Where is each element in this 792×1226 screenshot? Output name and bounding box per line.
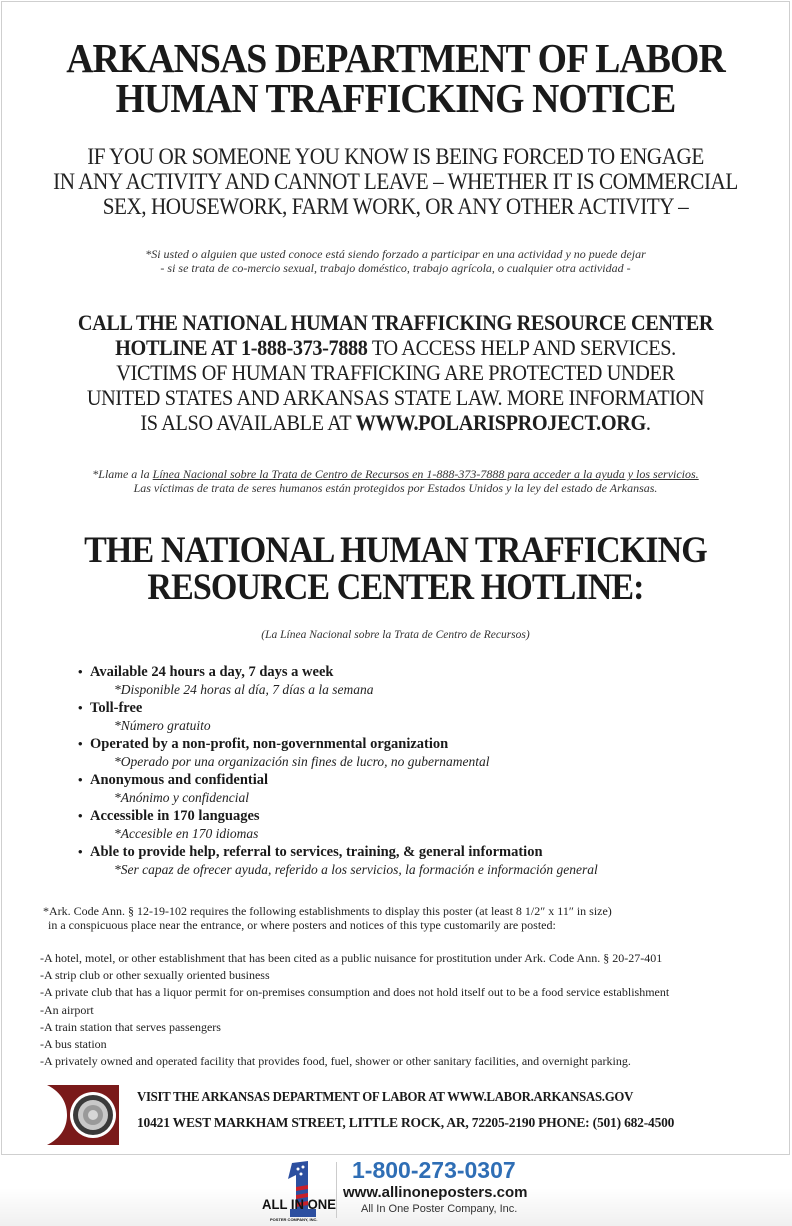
list-item: -A train station that serves passengers <box>40 1019 221 1034</box>
publisher-phone[interactable]: 1-800-273-0307 <box>352 1157 516 1183</box>
polaris-project-link[interactable]: WWW.POLARISPROJECT.ORG <box>355 410 646 435</box>
bullet-icon: • <box>78 736 83 751</box>
list-item <box>78 699 758 735</box>
bullet-icon: • <box>78 772 83 787</box>
legal-requirement <box>43 904 763 932</box>
all-in-one-flag-logo-icon <box>260 1159 348 1223</box>
publisher-band <box>0 1157 792 1226</box>
call-spanish <box>2 467 789 495</box>
list-item: -A privately owned and operated facility that provides food, fuel, shower or other sanitary facilities, and overnight parking. <box>40 1054 631 1069</box>
dol-address-line: 10421 WEST MARKHAM STREET, LITTLE ROCK, AR, 72205-2190 PHONE: (501) 682-4500 <box>137 1115 675 1130</box>
call-to-action <box>41 310 749 435</box>
call-spanish-underlined: Línea Nacional sobre la Trata de Centro de Recursos en 1-888-373-7888 para acceder a la ayuda y los servicios. <box>152 467 699 481</box>
svg-text:POSTER COMPANY, INC.: POSTER COMPANY, INC. <box>270 1217 318 1222</box>
establishments-list <box>40 950 780 1070</box>
intro-spanish <box>2 247 789 275</box>
list-item: -A bus station <box>40 1037 107 1052</box>
list-item <box>78 771 758 807</box>
hotline-features-list <box>78 663 758 879</box>
call-line: TO ACCESS HELP AND SERVICES. <box>367 335 676 360</box>
dol-website-line: VISIT THE ARKANSAS DEPARTMENT OF LABOR AT WWW.LABOR.ARKANSAS.GOV <box>137 1089 634 1104</box>
list-item: -A strip club or other sexually oriented business <box>40 968 270 983</box>
notice-poster <box>1 1 790 1155</box>
svg-text:ALL IN ONE: ALL IN ONE <box>262 1196 336 1212</box>
call-line: UNITED STATES AND ARKANSAS STATE LAW. MORE INFORMATION <box>86 385 705 410</box>
arkansas-dol-seal-icon <box>45 1085 125 1145</box>
feature-es: *Ser capaz de ofrecer ayuda, referido a los servicios, la formación e información general <box>114 862 598 877</box>
intro-line: IF YOU OR SOMEONE YOU KNOW IS BEING FORCED TO ENGAGE <box>87 144 704 170</box>
call-line: VICTIMS OF HUMAN TRAFFICKING ARE PROTECTED UNDER <box>116 360 675 385</box>
bullet-icon: • <box>78 808 83 823</box>
bullet-icon: • <box>78 700 83 715</box>
intro-line: SEX, HOUSEWORK, FARM WORK, OR ANY OTHER ACTIVITY – <box>102 194 689 220</box>
legal-line: in a conspicuous place near the entrance, or where posters and notices of this type customarily are posted: <box>48 918 556 932</box>
feature-en: Available 24 hours a day, 7 days a week <box>90 664 334 680</box>
list-item <box>78 735 758 771</box>
title-line-2: HUMAN TRAFFICKING NOTICE <box>115 75 676 121</box>
list-item <box>78 663 758 699</box>
hotline-heading <box>33 532 757 606</box>
dol-footer <box>45 1085 775 1145</box>
feature-es: *Disponible 24 horas al día, 7 días a la semana <box>114 682 374 697</box>
divider <box>336 1162 337 1218</box>
bullet-icon: • <box>78 664 83 679</box>
intro-line: IN ANY ACTIVITY AND CANNOT LEAVE – WHETHER IT IS COMMERCIAL <box>53 169 738 195</box>
feature-es: *Accesible en 170 idiomas <box>114 826 259 841</box>
feature-es: *Número gratuito <box>114 718 211 733</box>
intro-statement <box>41 145 749 220</box>
intro-spanish-line: - si se trata de co-mercio sexual, trabajo doméstico, trabajo agrícola, o cualquier otra actividad - <box>160 261 631 275</box>
feature-en: Accessible in 170 languages <box>90 808 260 824</box>
title-line-1: ARKANSAS DEPARTMENT OF LABOR <box>66 35 725 81</box>
intro-spanish-line: *Si usted o alguien que usted conoce está siendo forzado a participar en una actividad y no puede dejar <box>145 247 646 261</box>
bullet-icon: • <box>78 844 83 859</box>
feature-en: Able to provide help, referral to services, training, & general information <box>90 844 543 860</box>
legal-line: *Ark. Code Ann. § 12-19-102 requires the following establishments to display this poster (at least 8 1/2″ x 11″ in size) <box>43 904 612 918</box>
hotline-heading-line-2: RESOURCE CENTER HOTLINE: <box>147 567 644 608</box>
feature-es: *Anónimo y confidencial <box>114 790 249 805</box>
hotline-subtitle: (La Línea Nacional sobre la Trata de Centro de Recursos) <box>261 629 530 641</box>
page-title <box>33 35 757 121</box>
list-item: -A hotel, motel, or other establishment that has been cited as a public nuisance for prostitution under Ark. Code Ann. § 20-27-401 <box>40 951 663 965</box>
publisher-website-link[interactable]: www.allinoneposters.com <box>343 1184 528 1201</box>
list-item: -A private club that has a liquor permit for on-premises consumption and does not hold itself out to be a food service establishment <box>40 985 670 1000</box>
call-spanish-line: Las víctimas de trata de seres humanos están protegidos por Estados Unidos y la ley del estado de Arkansas. <box>133 481 658 495</box>
feature-en: Anonymous and confidential <box>90 772 269 788</box>
call-line-bold: CALL THE NATIONAL HUMAN TRAFFICKING RESOURCE CENTER <box>77 310 714 335</box>
list-item: -An airport <box>40 1002 94 1017</box>
list-item <box>78 843 758 879</box>
hotline-heading-line-1: THE NATIONAL HUMAN TRAFFICKING <box>84 530 707 571</box>
call-line: IS ALSO AVAILABLE AT <box>140 410 356 435</box>
hotline-number: HOTLINE AT 1-888-373-7888 <box>115 335 368 360</box>
feature-en: Toll-free <box>90 700 143 716</box>
feature-es: *Operado por una organización sin fines de lucro, no gubernamental <box>114 754 490 769</box>
period: . <box>645 410 651 435</box>
call-spanish-prefix: *Llame a la <box>92 467 153 481</box>
list-item <box>78 807 758 843</box>
feature-en: Operated by a non-profit, non-governmental organization <box>90 736 449 752</box>
publisher-company-name: All In One Poster Company, Inc. <box>361 1203 518 1215</box>
